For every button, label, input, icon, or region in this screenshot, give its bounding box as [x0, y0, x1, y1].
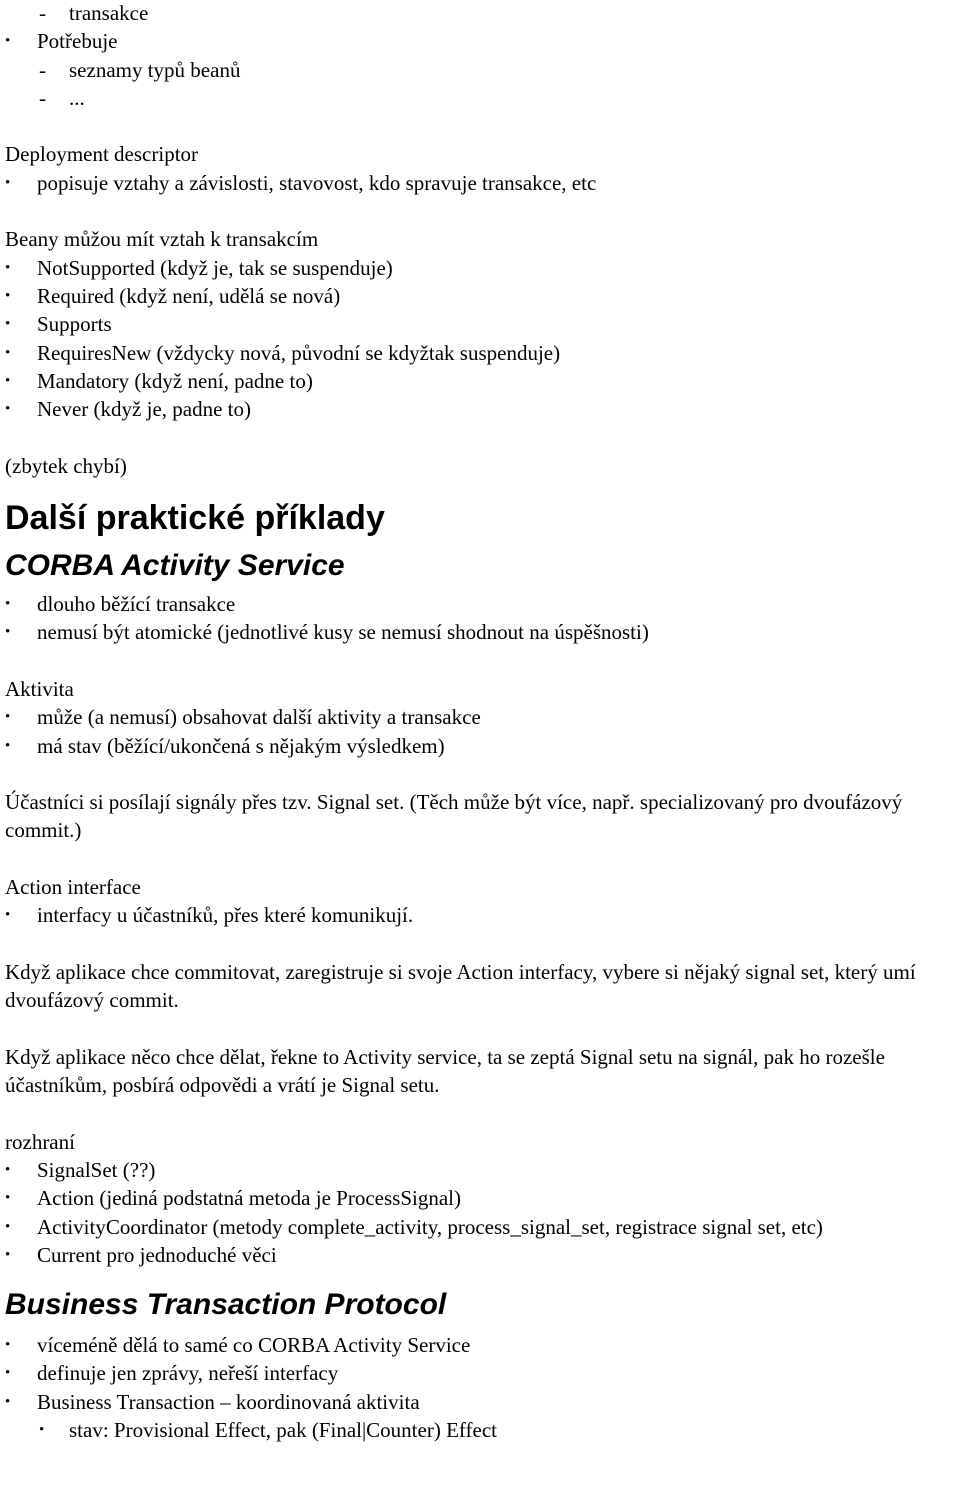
- list-item: - transakce: [0, 0, 960, 27]
- list-item: • definuje jen zprávy, neřeší interfacy: [0, 1359, 960, 1387]
- list-item: • má stav (běžící/ukončená s nějakým výsledkem): [0, 732, 960, 760]
- paragraph: Když aplikace něco chce dělat, řekne to Activity service, ta se zeptá Signal setu na signál, pak ho rozešle účastníkům, posbírá odpovědi a vrátí je Signal setu.: [5, 1044, 885, 1098]
- list-item: • Supports: [0, 310, 960, 338]
- heading-business-transaction-protocol: Business Transaction Protocol: [5, 1288, 447, 1322]
- paragraph: Když aplikace chce commitovat, zaregistruje si svoje Action interfacy, vybere si nějaký signal set, který umí dvoufázový commit.: [5, 959, 916, 1013]
- list-item: • ActivityCoordinator (metody complete_activity, process_signal_set, registrace signal set, etc): [0, 1213, 960, 1241]
- list-item: • víceméně dělá to samé co CORBA Activity Service: [0, 1331, 960, 1359]
- list-item: • popisuje vztahy a závislosti, stavovost, kdo spravuje transakce, etc: [0, 169, 960, 197]
- list-item: • Potřebuje: [0, 27, 960, 55]
- list-item: • Never (když je, padne to): [0, 395, 960, 423]
- list-item: • Action (jediná podstatná metoda je ProcessSignal): [0, 1184, 960, 1212]
- list-item: • může (a nemusí) obsahovat další aktivity a transakce: [0, 703, 960, 731]
- list-item: • Mandatory (když není, padne to): [0, 367, 960, 395]
- section-label: rozhraní: [5, 1129, 75, 1154]
- list-item: • SignalSet (??): [0, 1156, 960, 1184]
- list-item: - seznamy typů beanů: [0, 56, 960, 84]
- list-item: - ...: [0, 84, 960, 112]
- list-item: • NotSupported (když je, tak se suspenduje): [0, 254, 960, 282]
- section-label: Aktivita: [5, 676, 74, 701]
- heading-dalsi-prakticke-priklady: Další praktické příklady: [5, 499, 385, 538]
- list-item: • stav: Provisional Effect, pak (Final|Counter) Effect: [0, 1416, 960, 1444]
- list-item: • Required (když není, udělá se nová): [0, 282, 960, 310]
- list-item: • Business Transaction – koordinovaná aktivita: [0, 1388, 960, 1416]
- list-item: • interfacy u účastníků, přes které komunikují.: [0, 901, 960, 929]
- paragraph: Účastníci si posílají signály přes tzv. Signal set. (Těch může být více, např. specializovaný pro dvoufázový commit.): [5, 790, 903, 843]
- list-item: • Current pro jednoduché věci: [0, 1241, 960, 1269]
- list-item: • nemusí být atomické (jednotlivé kusy se nemusí shodnout na úspěšnosti): [0, 618, 960, 646]
- heading-corba-activity-service: CORBA Activity Service: [5, 549, 345, 583]
- list-item: • RequiresNew (vždycky nová, původní se kdyžtak suspenduje): [0, 339, 960, 367]
- section-label: Action interface: [5, 875, 141, 900]
- section-label: Deployment descriptor: [5, 142, 199, 167]
- list-item: • dlouho běžící transakce: [0, 590, 960, 618]
- section-label: Beany můžou mít vztah k transakcím: [5, 227, 319, 252]
- note-text: (zbytek chybí): [5, 453, 127, 478]
